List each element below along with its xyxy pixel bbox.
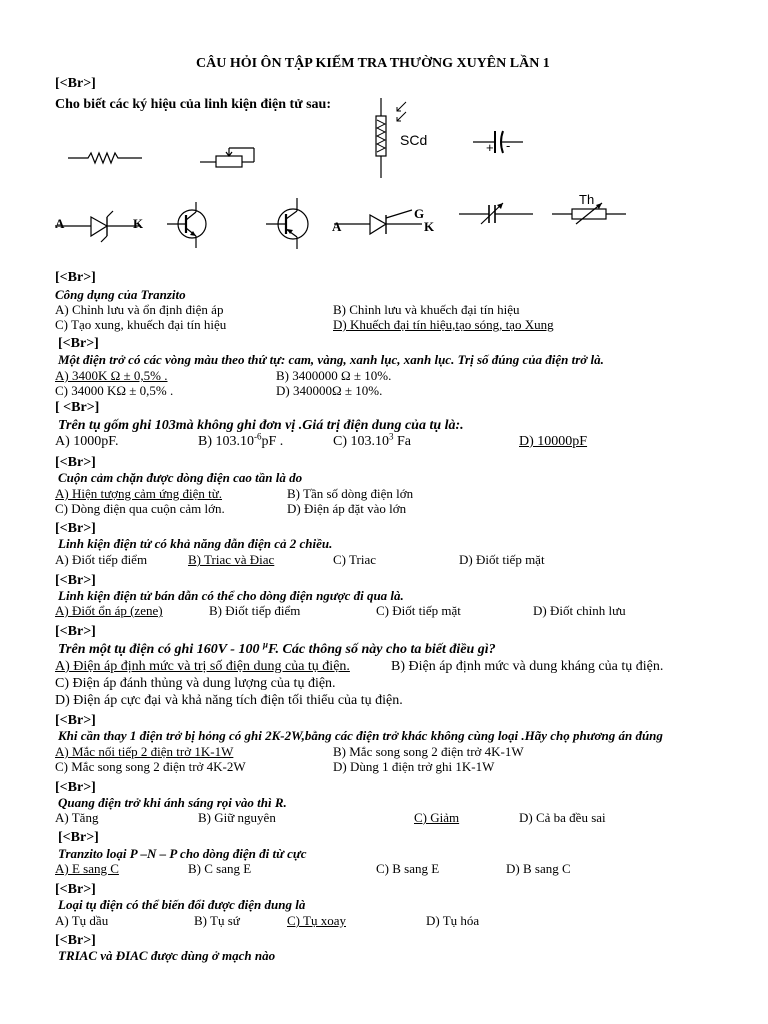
option-d[interactable]: D) B sang C [506, 861, 571, 876]
option-c-text: C) 103.10 [333, 434, 389, 449]
question-prompt: Công dụng của Tranzito [55, 287, 186, 302]
br-tag: [<Br>] [55, 573, 96, 588]
option-b[interactable] [198, 431, 284, 450]
option-b-exponent: -6 [254, 431, 262, 442]
option-b[interactable]: B) Tần số dòng điện lớn [287, 486, 414, 501]
option-b[interactable]: B) 3400000 Ω ± 10%. [276, 368, 392, 383]
option-d[interactable]: D) 340000Ω ± 10%. [276, 383, 383, 398]
option-d[interactable]: D) Điốt tiếp mặt [459, 552, 545, 567]
scd-label: SCd [400, 132, 428, 148]
option-b[interactable]: B) Mắc song song 2 điện trở 4K-1W [333, 744, 524, 759]
option-b[interactable]: B) C sang E [188, 861, 252, 876]
zener-cathode-label: K [133, 216, 144, 231]
option-b[interactable]: B) Chỉnh lưu và khuếch đại tín hiệu [333, 302, 520, 317]
option-c[interactable]: C) Tạo xung, khuếch đại tín hiệu [55, 317, 227, 332]
option-c[interactable]: C) Điốt tiếp mặt [376, 603, 461, 618]
micro-symbol: μ [262, 639, 268, 650]
option-a[interactable]: A) Điện áp định mức và trị số điện dung của tụ điện. [55, 659, 350, 674]
br-tag: [<Br>] [55, 713, 96, 728]
thermistor-label: Th [579, 192, 595, 207]
question-prompt-start: Trên một tụ điện có ghi 160V - 100 [58, 642, 263, 657]
question-prompt: Cuộn cảm chặn được dòng điện cao tần là do [58, 470, 303, 485]
option-b-text: B) 103.10 [198, 434, 254, 449]
zener-anode-label: A [55, 216, 65, 231]
option-b[interactable]: B) Triac và Điac [188, 552, 275, 567]
question-prompt: Trên tụ gốm ghi 103mà không ghi đơn vị .Giá trị điện dung của tụ là:. [58, 418, 464, 433]
br-tag: [<Br>] [58, 336, 99, 351]
capacitor-minus-label: - [506, 138, 511, 153]
option-d[interactable]: D) Điện áp đặt vào lớn [287, 501, 407, 516]
option-a[interactable]: A) 3400K Ω ± 0,5% . [55, 368, 168, 383]
question-prompt: TRIAC và ĐIAC được dùng ở mạch nào [58, 948, 276, 963]
option-a[interactable]: A) Chỉnh lưu và ổn định điện áp [55, 302, 224, 317]
option-a[interactable]: A) Mắc nối tiếp 2 điện trở 1K-1W [55, 744, 234, 759]
option-a[interactable]: A) Hiện tượng cảm ứng điện từ. [55, 486, 223, 501]
option-d[interactable]: D) Điện áp cực đại và khả năng tích điện tối thiểu của tụ điện. [55, 693, 403, 708]
npn-transistor-symbol [167, 200, 212, 250]
thyristor-anode-label: A [332, 219, 342, 234]
option-a[interactable]: A) Tụ dầu [55, 913, 109, 928]
option-a[interactable]: A) Điốt tiếp điểm [55, 552, 148, 567]
question-prompt [58, 639, 496, 658]
option-d[interactable]: D) Tụ hóa [426, 913, 480, 928]
capacitor-plus-label: + [486, 140, 494, 155]
option-a[interactable]: A) Điốt ổn áp (zene) [55, 603, 163, 618]
option-c[interactable]: C) Mắc song song 2 điện trở 4K-2W [55, 759, 246, 774]
option-d[interactable]: D) 10000pF [519, 434, 588, 449]
br-tag: [<Br>] [55, 455, 96, 470]
br-tag: [<Br>] [55, 780, 96, 795]
option-d[interactable]: D) Điốt chỉnh lưu [533, 603, 626, 618]
option-c[interactable]: C) Dòng điện qua cuộn cảm lớn. [55, 501, 225, 516]
option-b-unit: pF . [261, 434, 284, 449]
question-prompt: Quang điện trở khi ánh sáng rọi vào thì R. [58, 795, 287, 810]
option-c[interactable]: C) Điện áp đánh thủng và dung lượng của tụ điện. [55, 676, 336, 691]
br-tag: [<Br>] [55, 624, 96, 639]
br-tag: [<Br>] [58, 830, 99, 845]
question-prompt: Khi cần thay 1 điện trở bị hỏng có ghi 2K-2W,bằng các điện trở khác không cùng loại .Hãy chọ phương án đúng [58, 728, 663, 743]
question-prompt: Tranzito loại P –N – P cho dòng điện đi từ cực [58, 846, 307, 861]
question-prompt: Linh kiện điện tử bán dẫn có thể cho dòng điện ngược đi qua là. [58, 588, 404, 603]
electrolytic-capacitor-symbol [473, 128, 533, 158]
option-b[interactable]: B) Điốt tiếp điểm [209, 603, 301, 618]
option-c[interactable]: C) Tụ xoay [287, 913, 346, 928]
resistor-symbol [66, 148, 146, 168]
option-d[interactable]: D) Cả ba đều sai [519, 810, 606, 825]
br-tag: [ <Br>] [55, 400, 100, 415]
br-tag: [<Br>] [55, 76, 96, 91]
option-c[interactable]: C) Giảm [414, 810, 460, 825]
br-tag: [<Br>] [55, 521, 96, 536]
question-prompt: Cho biết các ký hiệu của linh kiện điện tử sau: [55, 97, 332, 112]
option-c[interactable] [333, 431, 411, 450]
option-c-unit: Fa [393, 434, 411, 449]
br-tag: [<Br>] [55, 933, 96, 948]
option-c[interactable]: C) Triac [333, 552, 376, 567]
br-tag: [<Br>] [55, 882, 96, 897]
option-d[interactable]: D) Dùng 1 điện trở ghi 1K-1W [333, 759, 495, 774]
thyristor-cathode-label: K [424, 219, 435, 234]
potentiometer-symbol [198, 142, 268, 172]
option-c-exponent: 3 [389, 431, 394, 442]
thyristor-gate-label: G [414, 206, 425, 221]
option-a[interactable]: A) Tăng [55, 810, 99, 825]
option-b[interactable]: B) Tụ sứ [194, 913, 240, 928]
question-prompt: Loại tụ điện có thể biến đổi được điện dung là [58, 897, 306, 912]
question-prompt-end: F. Các thông số này cho ta biết điều gì? [267, 642, 496, 657]
option-d[interactable]: D) Khuếch đại tín hiệu,tạo sóng, tạo Xung [333, 317, 554, 332]
br-tag: [<Br>] [55, 270, 96, 285]
option-b[interactable]: B) Điện áp định mức và dung kháng của tụ điện. [391, 659, 664, 674]
option-a[interactable]: A) 1000pF. [55, 434, 119, 449]
pnp-transistor-symbol [266, 196, 311, 251]
option-c[interactable]: C) B sang E [376, 861, 440, 876]
option-a[interactable]: A) E sang C [55, 861, 119, 876]
zener-diode-symbol [55, 208, 145, 248]
option-c[interactable]: C) 34000 KΩ ± 0,5% . [55, 383, 174, 398]
question-prompt: Linh kiện điện tử có khả năng dẫn điện cả 2 chiều. [58, 536, 333, 551]
variable-capacitor-symbol [457, 200, 537, 230]
question-prompt: Một điện trở có các vòng màu theo thứ tự: cam, vàng, xanh lục, xanh lục. Trị số đúng của điện trở là. [58, 352, 604, 367]
page-title: CÂU HỎI ÔN TẬP KIẾM TRA THƯỜNG XUYÊN LẦN 1 [196, 56, 550, 71]
option-b[interactable]: B) Giữ nguyên [198, 810, 276, 825]
